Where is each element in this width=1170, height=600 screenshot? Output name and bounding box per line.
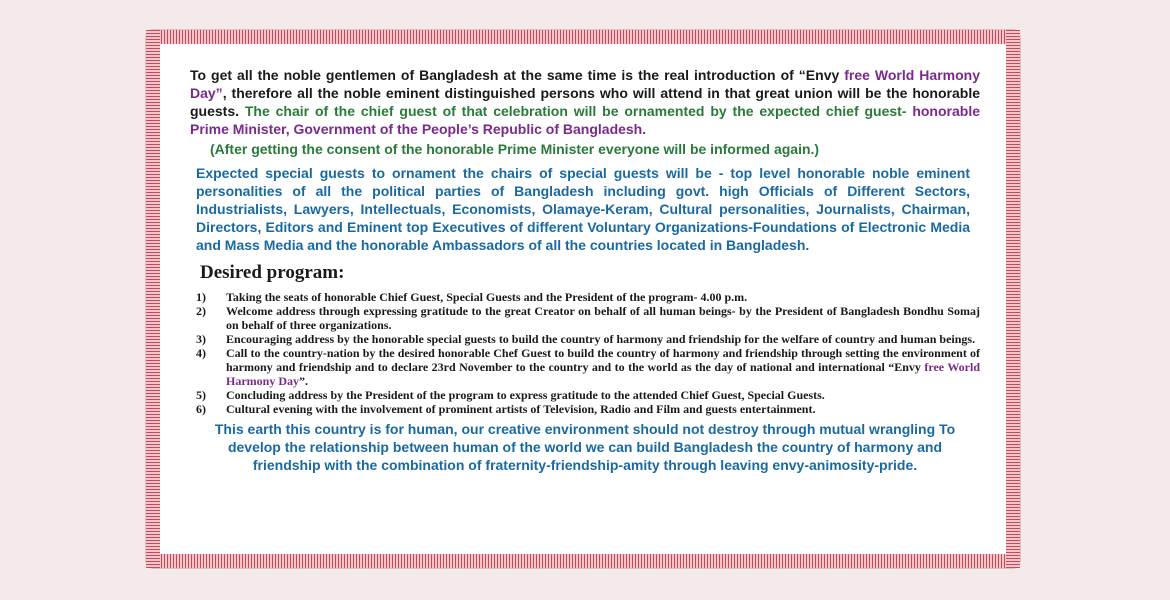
program-item-4-text: Call to the country-nation by the desired honorable Chef Guest to build the country of harmony and friendship through setting the environment of harmony and friendship and to declare 23rd November to the country and to the world as the day of national and international “Envy [226, 346, 980, 374]
program-item [196, 388, 980, 402]
fringe-left [146, 30, 160, 568]
fringe-right [1006, 30, 1020, 568]
program-item-number: 5) [196, 388, 206, 402]
intro-part1: To get all the noble gentlemen of Bangladesh at the same time is the real introduction of “Envy [190, 67, 845, 83]
program-list [190, 290, 980, 416]
program-item-4-highlight: free World Harmony Day [226, 360, 980, 388]
program-item-text: Encouraging address by the honorable special guests to build the country of harmony and friendship for the welfare of country and human beings. [226, 332, 976, 346]
program-item-number: 4) [196, 346, 206, 360]
program-item-text [226, 346, 980, 388]
program-item [196, 346, 980, 388]
program-item-number: 1) [196, 290, 206, 304]
program-item-text: Welcome address through expressing gratitude to the great Creator on behalf of all human beings- by the President of Bangladesh Bondhu Somaj on behalf of three organizations. [226, 304, 980, 332]
card-content [190, 66, 980, 474]
program-item-number: 6) [196, 402, 206, 416]
invitation-card [146, 30, 1020, 568]
program-item-number: 3) [196, 332, 206, 346]
fringe-bottom [146, 554, 1020, 568]
intro-paragraph [190, 66, 980, 138]
special-guests-paragraph: Expected special guests to ornament the chairs of special guests will be - top level honorable noble eminent personalities of all the political parties of Bangladesh including govt. high Officials of Different Sectors, Industrialists, Lawyers, Intellectuals, Economists, Olamaye-Keram, Cultural personalities, Journalists, Chairman, Directors, Editors and Eminent top Executives of different Voluntary Organizations-Foundations of Electronic Media and Mass Media and the honorable Ambassadors of all the countries located in Bangladesh. [196, 165, 970, 253]
program-item-text: Cultural evening with the involvement of prominent artists of Television, Radio and Film and guests entertainment. [226, 402, 816, 416]
fringe-top [146, 30, 1020, 44]
program-item-4-tail: ”. [299, 374, 308, 388]
program-item [196, 290, 980, 304]
program-item-number: 2) [196, 304, 206, 318]
program-item [196, 304, 980, 332]
program-item [196, 332, 980, 346]
intro-event-name: free World Harmony Day” [190, 67, 980, 101]
intro-prime-minister: honorable Prime Minister, Government of the People’s Republic of Bangladesh. [190, 103, 980, 137]
intro-part3: , therefore all the noble eminent distinguished persons who will attend in that great union will be the honorable guests. [190, 85, 980, 119]
program-title: Desired program: [200, 262, 345, 283]
program-item [196, 402, 980, 416]
consent-note: (After getting the consent of the honorable Prime Minister everyone will be informed again.) [210, 141, 820, 157]
closing-paragraph: This earth this country is for human, our creative environment should not destroy through mutual wrangling To develop the relationship between human of the world we can build Bangladesh the country of harmony and friendship with the combination of fraternity-friendship-amity through leaving envy-animosity-pride. [214, 421, 956, 473]
program-item-text: Concluding address by the President of the program to express gratitude to the attended Chief Guest, Special Guests. [226, 388, 825, 402]
intro-chief-guest: The chair of the chief guest of that celebration will be ornamented by the expected chief guest- [244, 103, 913, 119]
program-item-text: Taking the seats of honorable Chief Guest, Special Guests and the President of the program- 4.00 p.m. [226, 290, 748, 304]
